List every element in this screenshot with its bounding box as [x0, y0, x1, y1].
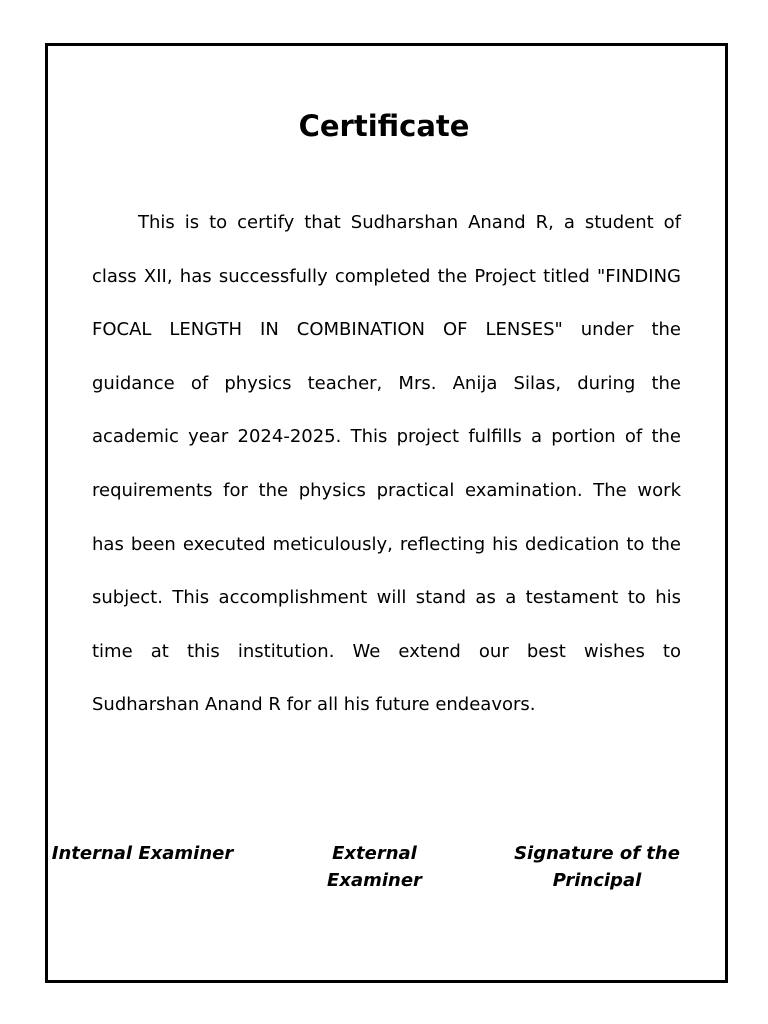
- certificate-title: Certificate: [298, 109, 470, 143]
- certificate-body: This is to certify that Sudharshan Anand R, a student of class XII, has successfully completed the Project titled "FINDING FOCAL LENGTH IN COMBINATION OF LENSES" under the guidance of physics teacher, Mrs. Anija Silas, during the academic year 2024-2025. This project fulfills a portion of the requirements for the physics practical examination. The work has been executed meticulously, reflecting his dedication to the subject. This accomplishment will stand as a testament to his time at this institution. We extend our best wishes to Sudharshan Anand R for all his future endeavors.: [92, 212, 681, 716]
- internal-examiner-label: Internal Examiner: [51, 843, 234, 864]
- principal-signature-label: Signature of the Principal: [514, 843, 680, 891]
- external-examiner-label: External Examiner: [327, 843, 422, 891]
